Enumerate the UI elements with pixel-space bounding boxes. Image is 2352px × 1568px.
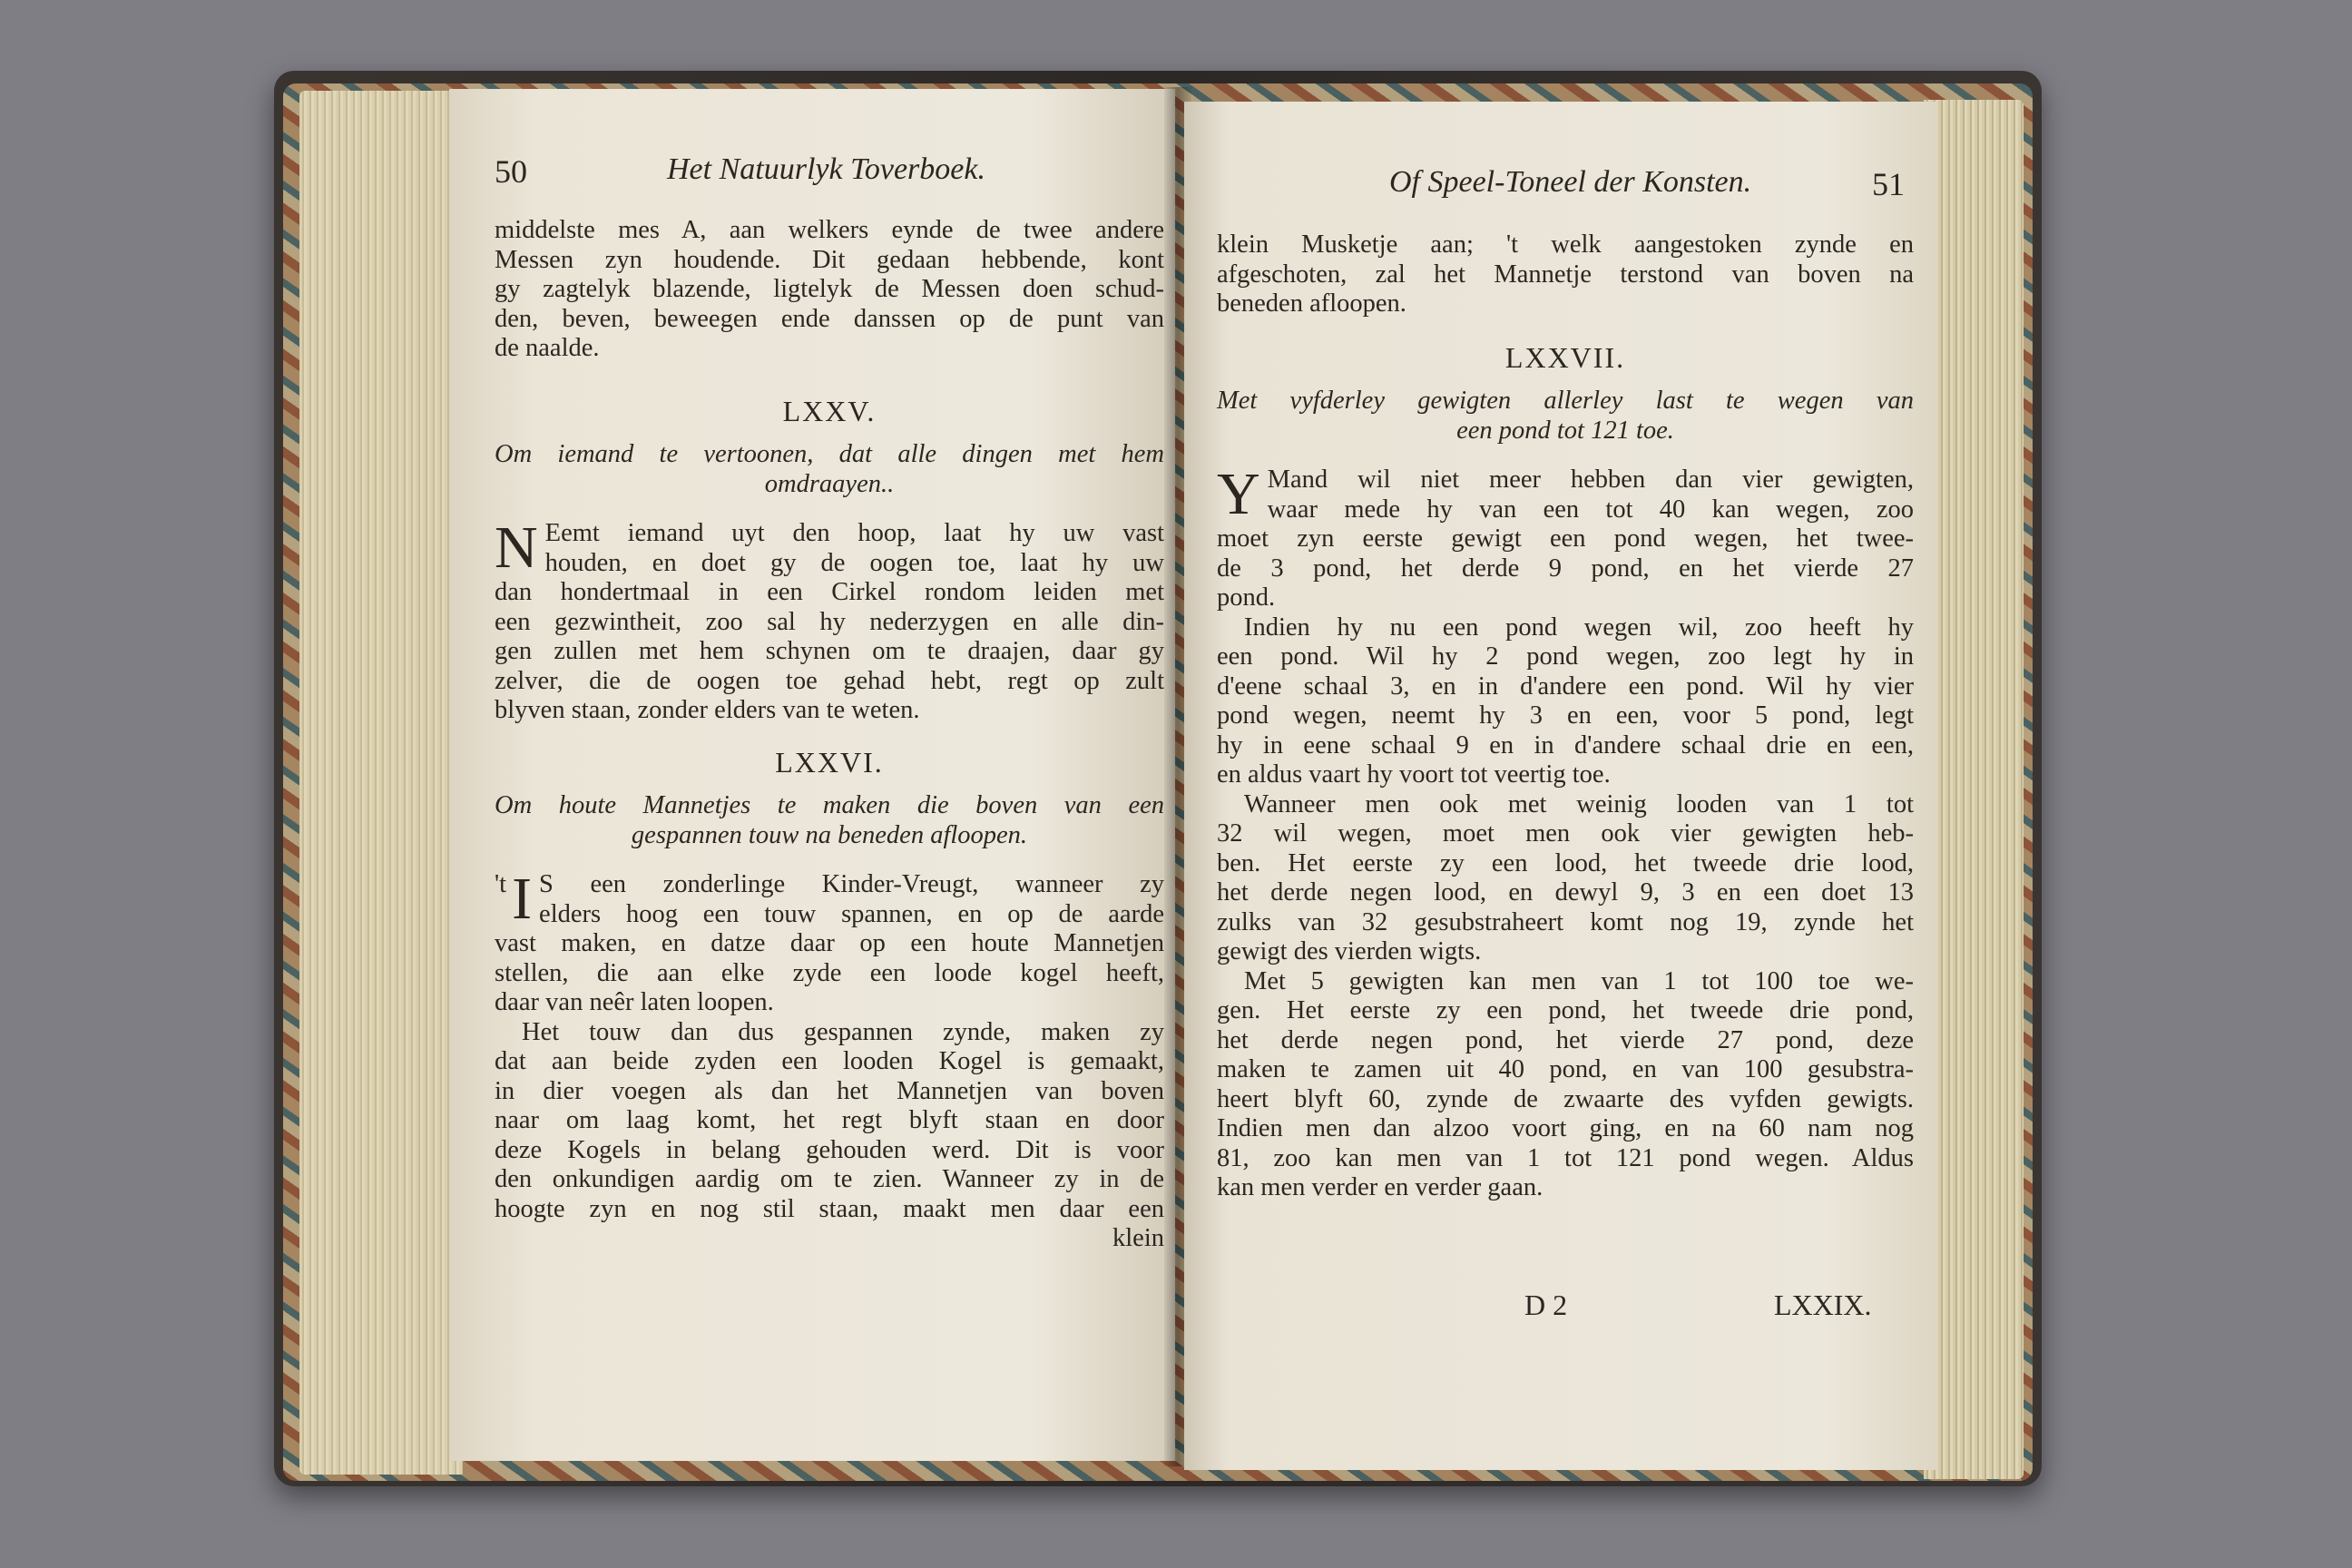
text-line: Het touw dan dus gespannen zynde, maken zy: [522, 1017, 1164, 1046]
text-line: een pond. Wil hy 2 pond wegen, zoo legt hy in: [1217, 642, 1914, 671]
catchword: LXXIX.: [1774, 1289, 1872, 1321]
text-line: hy in eene schaal 9 en in d'andere schaal drie en een,: [1217, 730, 1914, 760]
left-page-body: [495, 216, 1164, 1254]
text-line: Eemt iemand uyt den hoop, laat hy uw vast: [544, 519, 1164, 547]
left-page-header: [495, 152, 1157, 194]
text-line: Met 5 gewigten kan men van 1 tot 100 toe we-: [1244, 966, 1914, 995]
paragraph: [495, 870, 1164, 929]
text-line: kan men verder en verder gaan.: [1217, 1173, 1544, 1201]
text-line: de 3 pond, het derde 9 pond, en het vierde 27: [1217, 554, 1914, 583]
paragraph: [495, 519, 1164, 578]
lead-text: 't: [495, 870, 507, 898]
text-line: gen. Het eerste zy een pond, het tweede drie pond,: [1217, 996, 1914, 1024]
text-line: en aldus vaart hy voort tot veertig toe.: [1217, 760, 1611, 789]
text-line: middelste mes A, aan welkers eynde de twee andere: [495, 216, 1164, 244]
drop-cap: N: [495, 519, 538, 578]
right-page-body: [1217, 230, 1914, 1203]
text-line: Indien men dan alzoo voort ging, en na 60 nam nog: [1217, 1114, 1914, 1142]
text-line: waar mede hy van een tot 40 kan wegen, zoo: [1267, 495, 1914, 524]
text-line: S een zonderlinge Kinder-Vreugt, wanneer zy: [539, 870, 1164, 898]
text-line: maken te zamen uit 40 pond, en van 100 gesubstra-: [1217, 1055, 1914, 1083]
section-title: gespannen touw na beneden afloopen.: [631, 820, 1028, 849]
text-line: de naalde.: [495, 334, 600, 362]
text-line: zulks van 32 gesubstraheert komt nog 19, zynde het: [1217, 907, 1914, 936]
text-line: Messen zyn houdende. Dit gedaan hebbende, kont: [495, 245, 1164, 274]
text-line: elders hoog een touw spannen, en op de aarde: [539, 899, 1164, 928]
page-edges-left: [299, 91, 463, 1475]
drop-cap: Y: [1217, 466, 1260, 524]
paragraph: [1217, 466, 1914, 524]
section-number: LXXV.: [782, 394, 877, 427]
text-line: daar van neêr laten loopen.: [495, 988, 774, 1016]
text-line: houden, en doet gy de oogen toe, laat hy uw: [544, 548, 1164, 577]
text-line: vast maken, en datze daar op een houte Mannetjen: [495, 929, 1164, 957]
section-number: LXXVII.: [1504, 340, 1626, 374]
section-number: LXXVI.: [775, 745, 884, 779]
text-line: blyven staan, zonder elders van te weten.: [495, 696, 920, 724]
right-page: [1184, 102, 1937, 1470]
text-line: pond.: [1217, 583, 1276, 612]
text-line: zelver, die de oogen toe gehad hebt, regt op zult: [495, 666, 1164, 695]
text-line: klein Musketje aan; 't welk aangestoken zynde en: [1217, 230, 1914, 259]
section-title: Met vyfderley gewigten allerley last te wegen van: [1217, 387, 1914, 415]
text-line: 81, zoo kan men van 1 tot 121 pond wegen. Aldus: [1217, 1143, 1914, 1172]
text-line: hoogte zyn en nog stil staan, maakt men daar een: [495, 1194, 1164, 1223]
text-line: heert blyft 60, zynde de zwaarte des vyfden gewigts.: [1217, 1084, 1914, 1113]
text-line: ben. Het eerste zy een lood, het tweede drie lood,: [1217, 848, 1914, 877]
text-line: dan hondertmaal in een Cirkel rondom leiden met: [495, 578, 1164, 606]
text-line: Indien hy nu een pond wegen wil, zoo heeft hy: [1244, 612, 1914, 642]
text-line: het derde negen lood, en dewyl 9, 3 en een doet 13: [1217, 878, 1914, 906]
text-line: een gezwintheit, zoo sal hy nederzygen en alle din-: [495, 607, 1164, 636]
left-page: [449, 89, 1175, 1461]
text-line: stellen, die aan elke zyde een loode kogel heeft,: [495, 958, 1164, 987]
text-line: moet zyn eerste gewigt een pond wegen, het twee-: [1217, 524, 1914, 553]
running-head: Of Speel-Toneel der Konsten.: [1389, 165, 1752, 199]
text-line: d'eene schaal 3, en in d'andere een pond. Wil hy vier: [1217, 671, 1914, 701]
text-line: Mand wil niet meer hebben dan vier gewigten,: [1267, 466, 1914, 494]
page-edges-right: [1924, 100, 2024, 1479]
text-line: pond wegen, neemt hy 3 en een, voor 5 pond, legt: [1217, 701, 1914, 730]
text-line: Wanneer men ook met weinig looden van 1 tot: [1244, 789, 1914, 818]
text-line: gewigt des vierden wigts.: [1217, 937, 1482, 965]
right-page-header: [1217, 165, 1914, 207]
section-title: Om houte Mannetjes te maken die boven van een: [495, 791, 1164, 819]
running-head: Het Natuurlyk Toverboek.: [667, 152, 985, 186]
catchword: klein: [1112, 1224, 1164, 1252]
text-line: afgeschoten, zal het Mannetje terstond van boven na: [1217, 260, 1914, 289]
text-line: deze Kogels in belang gehouden werd. Dit is voor: [495, 1135, 1164, 1164]
section-title: Om iemand te vertoonen, dat alle dingen met hem: [495, 440, 1164, 468]
page-number: 51: [1872, 166, 1905, 202]
text-line: gen zullen met hem schynen om te draajen, daar gy: [495, 637, 1164, 665]
section-title: omdraayen..: [764, 469, 895, 498]
text-line: beneden afloopen.: [1217, 289, 1406, 318]
text-line: 32 wil wegen, moet men ook vier gewigten heb-: [1217, 819, 1914, 848]
text-line: den, beven, beweegen ende danssen op de punt van: [495, 304, 1164, 333]
signature-mark: D 2: [1524, 1289, 1568, 1321]
text-line: gy zagtelyk blazende, ligtelyk de Messen doen schud-: [495, 275, 1164, 303]
section-title: een pond tot 121 toe.: [1456, 416, 1674, 445]
text-line: in dier voegen als dan het Mannetjen van boven: [495, 1076, 1164, 1105]
text-line: den onkundigen aardig om te zien. Wanneer zy in de: [495, 1165, 1164, 1193]
page-number: 50: [495, 153, 527, 190]
text-line: dat aan beide zyden een looden Kogel is gemaakt,: [495, 1047, 1164, 1075]
drop-cap: I: [512, 870, 533, 929]
text-line: naar om laag komt, het regt blyft staan en door: [495, 1106, 1164, 1134]
text-line: het derde negen pond, het vierde 27 pond, deze: [1217, 1025, 1914, 1054]
